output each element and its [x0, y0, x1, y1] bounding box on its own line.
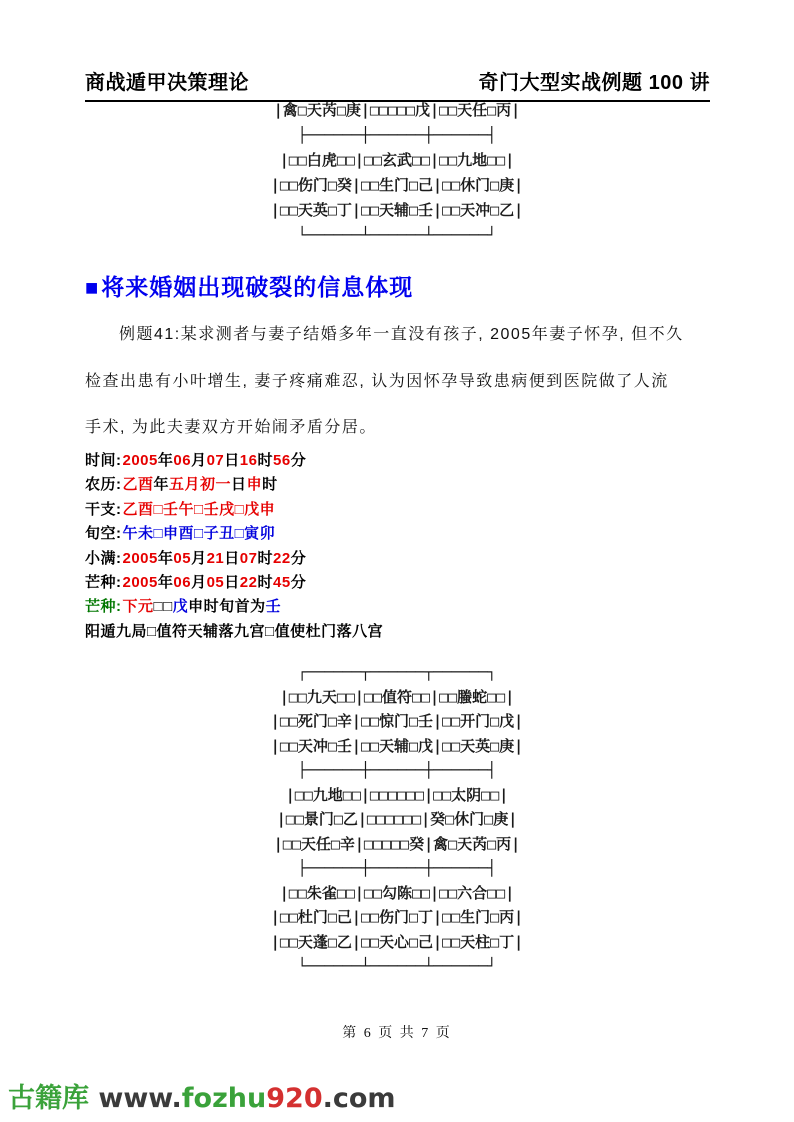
text-segment: fozhu: [181, 1083, 267, 1114]
text-segment: www.: [98, 1083, 182, 1114]
info-segment: 下元: [122, 598, 154, 616]
info-segment: 日: [224, 452, 240, 469]
qimen-grid-line: |□□朱雀□□|□□勾陈□□|□□六合□□|: [279, 883, 515, 902]
info-segment: 07: [239, 549, 258, 567]
info-segment: 阳遁九局□值符天辅落九宫□值使杜门落八宫: [85, 622, 384, 640]
heading-bullet-icon: ■: [85, 275, 100, 300]
info-segment: 日: [224, 574, 240, 592]
info-segment: 21: [206, 549, 225, 567]
info-segment: 乙酉□壬午□壬戌□戊申: [122, 500, 276, 518]
info-segment: 午未□申酉□子丑□寅卯: [122, 525, 276, 543]
qimen-grid-line: |□□天蓬□乙|□□天心□己|□□天柱□丁|: [270, 932, 524, 951]
info-segment: 时: [257, 549, 273, 567]
qimen-grid-line: ├──────┼──────┼──────┤: [297, 126, 497, 144]
qimen-grid-line: |□□白虎□□|□□玄武□□|□□九地□□|: [279, 151, 515, 169]
info-segment: 壬: [265, 598, 282, 616]
qimen-grid-line: ├──────┼──────┼──────┤: [297, 859, 497, 877]
section-heading: [85, 269, 413, 302]
qimen-grid-line: |禽□天芮□庚|□□□□□戊|□□天任□丙|: [273, 101, 521, 119]
info-line: [85, 620, 383, 644]
watermark: [8, 1076, 396, 1115]
info-segment: 22: [273, 549, 291, 567]
info-line: [85, 595, 383, 619]
info-segment: 申: [246, 476, 263, 494]
info-segment: 时: [257, 452, 273, 469]
info-segment: 22: [239, 574, 258, 592]
info-segment: 时: [257, 574, 273, 592]
info-line: [85, 571, 383, 595]
qimen-grid-line: |□□景门□乙|□□□□□□|癸□休门□庚|: [276, 810, 518, 828]
qimen-grid-line: |□□伤门□癸|□□生门□己|□□休门□庚|: [270, 176, 524, 194]
info-segment: 2005: [122, 574, 158, 592]
info-label: 旬空:: [85, 525, 122, 543]
qimen-grid-line: ├──────┼──────┼──────┤: [297, 761, 497, 779]
qimen-grid-line: ┌──────┬──────┬──────┐: [297, 663, 497, 681]
info-line: [85, 473, 383, 497]
info-segment: 五月初一: [169, 476, 232, 494]
info-segment: 年: [157, 549, 174, 567]
text-segment: 920: [266, 1083, 323, 1114]
info-segment: 2005: [122, 452, 158, 469]
paragraph-line: 例题41:某求测者与妻子结婚多年一直没有孩子, 2005年妻子怀孕, 但不久: [119, 326, 684, 343]
info-segment: 06: [173, 452, 192, 469]
qimen-grid-line: |□□天任□辛|□□□□□癸|禽□天芮□丙|: [273, 834, 521, 853]
info-segment: 年: [153, 476, 170, 494]
info-segment: 分: [290, 574, 307, 592]
qimen-grid-line: |□□杜门□己|□□伤门□丁|□□生门□丙|: [270, 908, 524, 926]
info-segment: 45: [273, 574, 291, 592]
qimen-grid-line: |□□九地□□|□□□□□□|□□太阴□□|: [285, 785, 509, 804]
qimen-grid-line: |□□九天□□|□□值符□□|□□螣蛇□□|: [279, 687, 515, 706]
info-segment: 乙酉: [122, 476, 154, 494]
info-label: 芒种:: [85, 574, 122, 592]
info-segment: 日: [231, 476, 247, 494]
text-segment: 古籍库: [8, 1083, 99, 1114]
info-segment: 05: [206, 574, 225, 592]
example-paragraph: [85, 312, 712, 452]
qimen-grid-line: |□□天英□丁|□□天辅□壬|□□天冲□乙|: [270, 201, 524, 219]
section-heading-text: 将来婚姻出现破裂的信息体现: [101, 274, 414, 300]
info-line: [85, 498, 383, 522]
info-label: 小满:: [85, 549, 122, 567]
info-segment: 56: [273, 452, 291, 469]
qimen-grid-line: |□□死门□辛|□□惊门□壬|□□开门□戊|: [270, 712, 524, 730]
info-label: 农历:: [85, 476, 122, 494]
info-segment: 07: [206, 452, 225, 469]
info-segment: 16: [239, 452, 258, 469]
info-segment: □□: [153, 598, 173, 616]
info-segment: 月: [191, 549, 207, 567]
info-segment: 2005: [122, 549, 158, 567]
chart-info-block: [85, 449, 383, 644]
info-segment: 分: [290, 549, 307, 567]
qimen-grid-line: └──────┴──────┴──────┘: [297, 957, 497, 975]
header-right-title: 奇门大型实战例题 100 讲: [478, 72, 710, 94]
qimen-grid-line: └──────┴──────┴──────┘: [297, 226, 497, 244]
qimen-grid-line: |□□天冲□壬|□□天辅□戊|□□天英□庚|: [270, 736, 524, 755]
info-segment: 月: [191, 452, 207, 469]
info-segment: 月: [191, 574, 207, 592]
page-header: [85, 66, 710, 102]
text-segment: .com: [322, 1083, 396, 1114]
paragraph-line: 手术, 为此夫妻双方开始闹矛盾分居。: [85, 419, 377, 436]
info-segment: 申时旬首为: [188, 598, 266, 616]
info-line: [85, 449, 383, 473]
info-line: [85, 547, 383, 571]
qimen-grid-top: [0, 98, 794, 248]
info-segment: 年: [157, 574, 174, 592]
info-segment: 时: [262, 476, 278, 494]
info-label: 时间:: [85, 452, 122, 469]
info-segment: 05: [173, 549, 192, 567]
info-segment: 戊: [172, 598, 189, 616]
info-line: [85, 522, 383, 546]
info-segment: 06: [173, 574, 192, 592]
header-left-title: 商战遁甲决策理论: [85, 72, 249, 94]
page-number: 第 6 页 共 7 页: [342, 1026, 452, 1041]
info-segment: 日: [224, 549, 240, 567]
info-label: 干支:: [85, 500, 122, 518]
info-segment: 年: [157, 452, 174, 469]
info-label: 芒种:: [85, 598, 122, 616]
qimen-grid-bottom: [0, 660, 794, 979]
paragraph-line: 检查出患有小叶增生, 妻子疼痛难忍, 认为因怀孕导致患病便到医院做了人流: [85, 372, 669, 390]
info-segment: 分: [290, 452, 307, 469]
